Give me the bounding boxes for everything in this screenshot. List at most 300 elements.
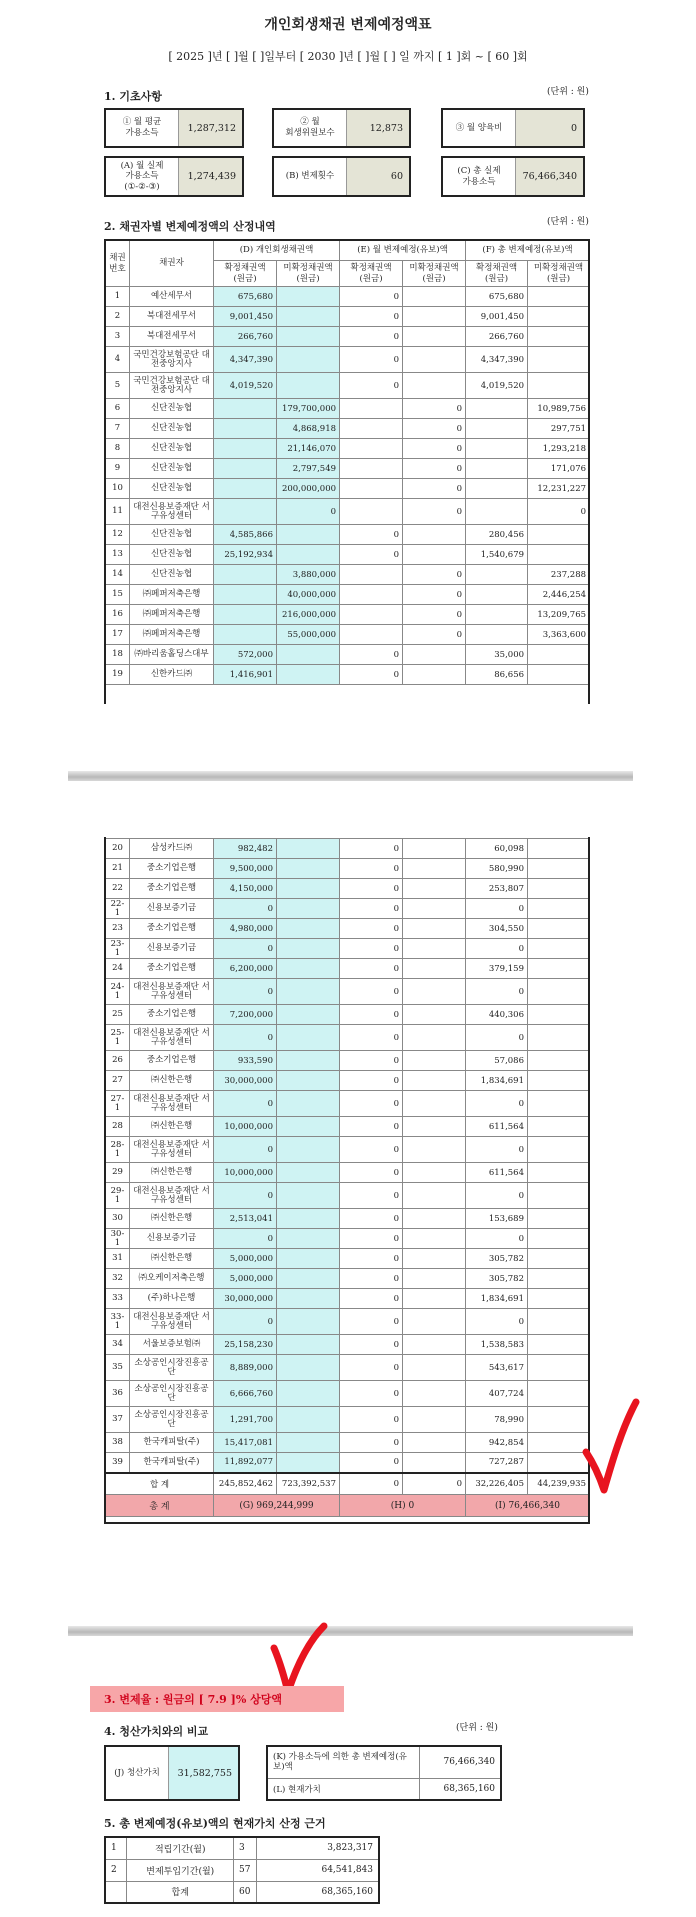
f-fixed: 440,306	[466, 1005, 528, 1025]
f-fixed: 675,680	[466, 287, 528, 307]
header-E-unfixed: 미확정채권액 (원금)	[403, 261, 466, 287]
d-fixed: 6,200,000	[214, 959, 277, 979]
table-row	[106, 1407, 590, 1433]
d-unfixed: 3,880,000	[277, 565, 340, 585]
claim-no: 38	[106, 1433, 130, 1453]
months: 3	[234, 1837, 256, 1859]
actual-income-value: 1,274,439	[178, 158, 242, 195]
f-unfixed	[528, 1091, 590, 1117]
f-unfixed	[528, 665, 590, 685]
f-unfixed	[528, 1051, 590, 1071]
period-label: 합계	[127, 1881, 234, 1903]
d-fixed: 0	[214, 1091, 277, 1117]
f-unfixed	[528, 899, 590, 919]
e-fixed: 0	[340, 1091, 403, 1117]
claim-no: 33-1	[106, 1309, 130, 1335]
f-fixed: 611,564	[466, 1117, 528, 1137]
e-unfixed	[403, 1025, 466, 1051]
f-fixed: 543,617	[466, 1355, 528, 1381]
claim-no: 28	[106, 1117, 130, 1137]
f-fixed: 153,689	[466, 1209, 528, 1229]
table-row	[106, 839, 590, 859]
months: 60	[234, 1881, 256, 1903]
e-fixed: 0	[340, 1025, 403, 1051]
e-fixed: 0	[340, 1209, 403, 1229]
e-unfixed	[403, 1335, 466, 1355]
f-unfixed	[528, 525, 590, 545]
f-fixed: 1,540,679	[466, 545, 528, 565]
f-unfixed	[528, 1209, 590, 1229]
d-fixed: 8,889,000	[214, 1355, 277, 1381]
table-row	[106, 1309, 590, 1335]
claim-no: 28-1	[106, 1137, 130, 1163]
row-no: 2	[105, 1859, 127, 1881]
f-fixed: 304,550	[466, 919, 528, 939]
e-unfixed	[403, 665, 466, 685]
e-fixed: 0	[340, 287, 403, 307]
table-row	[106, 1051, 590, 1071]
e-unfixed	[403, 1381, 466, 1407]
d-fixed: 0	[214, 1183, 277, 1209]
e-unfixed	[403, 1071, 466, 1091]
claim-no: 6	[106, 399, 130, 419]
claim-no: 26	[106, 1051, 130, 1071]
claims-table-part-1	[105, 240, 590, 685]
f-fixed: 266,760	[466, 327, 528, 347]
child-support-value: 0	[515, 110, 583, 146]
l-value: 68,365,160	[419, 1778, 501, 1800]
unit-label-1: (단위 : 원)	[547, 87, 589, 97]
e-unfixed	[403, 373, 466, 399]
e-fixed: 0	[340, 839, 403, 859]
claim-no: 24-1	[106, 979, 130, 1005]
e-unfixed	[403, 1183, 466, 1209]
f-fixed: 0	[466, 899, 528, 919]
e-unfixed	[403, 1209, 466, 1229]
e-fixed	[340, 479, 403, 499]
avg-income-value: 1,287,312	[178, 110, 242, 146]
child-support-label: ③ 월 양육비	[455, 122, 503, 133]
f-unfixed: 12,231,227	[528, 479, 590, 499]
d-fixed: 0	[214, 1137, 277, 1163]
creditor-name: ㈜신한은행	[130, 1249, 214, 1269]
claim-no: 5	[106, 373, 130, 399]
d-fixed: 10,000,000	[214, 1117, 277, 1137]
f-fixed	[466, 499, 528, 525]
d-fixed: 675,680	[214, 287, 277, 307]
table-row	[106, 625, 590, 645]
creditor-name: 신단진농협	[130, 419, 214, 439]
table-row	[106, 1005, 590, 1025]
unit-label-2: (단위 : 원)	[547, 217, 589, 227]
creditor-name: 대전신용보증재단 서구유성센터	[130, 1137, 214, 1163]
d-unfixed: 40,000,000	[277, 585, 340, 605]
f-fixed: 1,834,691	[466, 1289, 528, 1309]
f-unfixed	[528, 645, 590, 665]
creditor-name: 소상공인시장진흥공단	[130, 1381, 214, 1407]
d-fixed: 982,482	[214, 839, 277, 859]
table-row	[105, 1859, 379, 1881]
table-row	[106, 525, 590, 545]
table-row	[106, 327, 590, 347]
e-unfixed	[403, 1005, 466, 1025]
creditor-name: 중소기업은행	[130, 879, 214, 899]
d-unfixed	[277, 879, 340, 899]
d-fixed	[214, 459, 277, 479]
d-unfixed	[277, 1289, 340, 1309]
d-fixed	[214, 565, 277, 585]
e-unfixed	[403, 1433, 466, 1453]
creditor-name: ㈜신한은행	[130, 1163, 214, 1183]
f-fixed: 0	[466, 1025, 528, 1051]
d-unfixed	[277, 1025, 340, 1051]
d-unfixed: 179,700,000	[277, 399, 340, 419]
claim-no: 36	[106, 1381, 130, 1407]
f-fixed: 78,990	[466, 1407, 528, 1433]
d-unfixed: 4,868,918	[277, 419, 340, 439]
d-fixed: 1,416,901	[214, 665, 277, 685]
e-fixed	[340, 499, 403, 525]
e-fixed: 0	[340, 1335, 403, 1355]
claim-no: 22	[106, 879, 130, 899]
row-no	[105, 1881, 127, 1903]
period-label: 적립기간(월)	[127, 1837, 234, 1859]
table-row	[106, 1183, 590, 1209]
e-unfixed	[403, 979, 466, 1005]
d-unfixed	[277, 1163, 340, 1183]
d-fixed	[214, 499, 277, 525]
d-unfixed	[277, 1005, 340, 1025]
e-fixed: 0	[340, 1453, 403, 1473]
creditor-name: 서울보증보험㈜	[130, 1335, 214, 1355]
f-fixed: 580,990	[466, 859, 528, 879]
total-income-value: 76,466,340	[515, 158, 583, 195]
claim-no: 2	[106, 307, 130, 327]
d-unfixed	[277, 1407, 340, 1433]
table-row	[106, 879, 590, 899]
creditor-name: ㈜페퍼저축은행	[130, 605, 214, 625]
e-unfixed	[403, 287, 466, 307]
e-unfixed: 0	[403, 499, 466, 525]
table-row	[106, 1249, 590, 1269]
f-fixed: 57,086	[466, 1051, 528, 1071]
f-unfixed: 1,293,218	[528, 439, 590, 459]
d-fixed: 0	[214, 1309, 277, 1335]
claim-no: 37	[106, 1407, 130, 1433]
d-fixed: 572,000	[214, 645, 277, 665]
d-unfixed	[277, 979, 340, 1005]
table-row	[106, 1269, 590, 1289]
e-fixed: 0	[340, 899, 403, 919]
creditor-name: 대전신용보증재단 서구유성센터	[130, 1183, 214, 1209]
claim-no: 8	[106, 439, 130, 459]
d-fixed: 25,158,230	[214, 1335, 277, 1355]
table-row	[106, 605, 590, 625]
table-row	[106, 1289, 590, 1309]
claim-no: 27	[106, 1071, 130, 1091]
e-unfixed	[403, 1309, 466, 1335]
f-fixed	[466, 399, 528, 419]
d-fixed: 9,001,450	[214, 307, 277, 327]
e-unfixed	[403, 645, 466, 665]
d-unfixed	[277, 919, 340, 939]
d-fixed: 0	[214, 979, 277, 1005]
creditor-name: 한국캐피탈(주)	[130, 1433, 214, 1453]
table-row	[106, 565, 590, 585]
table-row	[106, 1335, 590, 1355]
header-E-fixed: 확정채권액 (원금)	[340, 261, 403, 287]
f-unfixed	[528, 287, 590, 307]
f-fixed	[466, 585, 528, 605]
table-row	[105, 1837, 379, 1859]
claim-no: 25	[106, 1005, 130, 1025]
child-support-box	[441, 108, 585, 148]
e-fixed	[340, 625, 403, 645]
creditor-name: 북대전세무서	[130, 327, 214, 347]
table-row	[106, 1381, 590, 1407]
e-fixed: 0	[340, 1407, 403, 1433]
grand-total-I: (I) 76,466,340	[466, 1495, 590, 1517]
f-unfixed: 171,076	[528, 459, 590, 479]
e-unfixed	[403, 1249, 466, 1269]
amount: 64,541,843	[256, 1859, 379, 1881]
table-row	[106, 1433, 590, 1453]
e-fixed: 0	[340, 1229, 403, 1249]
table-row	[106, 499, 590, 525]
d-unfixed	[277, 839, 340, 859]
f-unfixed: 13,209,765	[528, 605, 590, 625]
d-fixed: 15,417,081	[214, 1433, 277, 1453]
e-unfixed	[403, 859, 466, 879]
e-unfixed	[403, 1137, 466, 1163]
claims-table-part-2	[105, 838, 590, 1517]
period-label: 변제투입기간(월)	[127, 1859, 234, 1881]
claim-no: 35	[106, 1355, 130, 1381]
claim-no: 23	[106, 919, 130, 939]
e-unfixed	[403, 959, 466, 979]
creditor-name: 대전신용보증재단 서구유성센터	[130, 979, 214, 1005]
e-unfixed	[403, 1091, 466, 1117]
trustee-fee-label: ② 월 회생위원보수	[285, 117, 335, 138]
f-unfixed: 2,446,254	[528, 585, 590, 605]
creditor-name: ㈜신한은행	[130, 1209, 214, 1229]
table-row	[106, 287, 590, 307]
e-fixed: 0	[340, 859, 403, 879]
e-unfixed: 0	[403, 625, 466, 645]
creditor-name: 대전신용보증재단 서구유성센터	[130, 1309, 214, 1335]
f-fixed: 0	[466, 939, 528, 959]
table-row	[106, 1025, 590, 1051]
d-fixed: 30,000,000	[214, 1289, 277, 1309]
e-fixed: 0	[340, 879, 403, 899]
e-unfixed	[403, 1117, 466, 1137]
creditor-name: 대전신용보증재단 서구유성센터	[130, 1091, 214, 1117]
e-fixed: 0	[340, 1005, 403, 1025]
e-fixed: 0	[340, 1355, 403, 1381]
total-income-box	[441, 156, 585, 197]
d-unfixed	[277, 1433, 340, 1453]
creditor-name: ㈜페퍼저축은행	[130, 585, 214, 605]
liquidation-value-box	[104, 1745, 240, 1801]
f-unfixed: 3,363,600	[528, 625, 590, 645]
section-5-heading: 5. 총 변제예정(유보)액의 현재가치 산정 근거	[104, 1817, 326, 1830]
creditor-name: 신용보증기금	[130, 939, 214, 959]
total-d-unfixed: 723,392,537	[277, 1473, 340, 1495]
creditor-name: 신단진농협	[130, 545, 214, 565]
f-unfixed	[528, 919, 590, 939]
total-f-fixed: 32,226,405	[466, 1473, 528, 1495]
trustee-fee-value: 12,873	[346, 110, 409, 146]
d-fixed	[214, 399, 277, 419]
table-row	[106, 1355, 590, 1381]
f-fixed: 0	[466, 1229, 528, 1249]
d-fixed	[214, 625, 277, 645]
f-fixed	[466, 565, 528, 585]
header-D: (D) 개인회생채권액	[214, 241, 340, 261]
creditor-name: 소상공인시장진흥공단	[130, 1407, 214, 1433]
d-fixed: 7,200,000	[214, 1005, 277, 1025]
e-fixed	[340, 605, 403, 625]
f-fixed: 0	[466, 979, 528, 1005]
claim-no: 21	[106, 859, 130, 879]
e-fixed: 0	[340, 1051, 403, 1071]
f-fixed	[466, 625, 528, 645]
d-unfixed	[277, 525, 340, 545]
creditor-name: 신용보증기금	[130, 899, 214, 919]
creditor-name: 신단진농협	[130, 565, 214, 585]
e-unfixed: 0	[403, 479, 466, 499]
d-unfixed	[277, 1117, 340, 1137]
f-unfixed: 237,288	[528, 565, 590, 585]
claim-no: 22-1	[106, 899, 130, 919]
e-unfixed	[403, 879, 466, 899]
d-unfixed	[277, 1183, 340, 1209]
grand-total-label: 총 계	[106, 1495, 214, 1517]
e-fixed: 0	[340, 665, 403, 685]
header-F: (F) 총 변제예정(유보)액	[466, 241, 590, 261]
claim-no: 33	[106, 1289, 130, 1309]
claim-no: 34	[106, 1335, 130, 1355]
section-1-heading: 1. 기초사항	[104, 90, 162, 103]
f-unfixed	[528, 939, 590, 959]
amount: 68,365,160	[256, 1881, 379, 1903]
grand-total-row	[106, 1495, 590, 1517]
grand-total-H: (H) 0	[340, 1495, 466, 1517]
claim-no: 30-1	[106, 1229, 130, 1249]
section-4-heading: 4. 청산가치와의 비교	[104, 1725, 209, 1738]
claim-no: 9	[106, 459, 130, 479]
f-unfixed	[528, 1229, 590, 1249]
liquidation-value: 31,582,755	[168, 1747, 238, 1799]
f-unfixed	[528, 1289, 590, 1309]
creditor-name: 신단진농협	[130, 479, 214, 499]
header-creditor: 채권자	[130, 241, 214, 287]
table-row	[106, 919, 590, 939]
e-unfixed	[403, 939, 466, 959]
creditor-name: 신단진농협	[130, 439, 214, 459]
e-unfixed	[403, 327, 466, 347]
e-unfixed	[403, 1289, 466, 1309]
claim-no: 16	[106, 605, 130, 625]
page-separator-1	[68, 771, 633, 781]
d-unfixed	[277, 307, 340, 327]
table-row	[106, 959, 590, 979]
e-fixed: 0	[340, 373, 403, 399]
d-fixed: 266,760	[214, 327, 277, 347]
e-fixed: 0	[340, 1433, 403, 1453]
row-no: 1	[105, 1837, 127, 1859]
creditor-name: ㈜페퍼저축은행	[130, 625, 214, 645]
d-unfixed	[277, 373, 340, 399]
creditor-name: 신단진농협	[130, 525, 214, 545]
d-unfixed	[277, 1335, 340, 1355]
check-mark-icon	[268, 1622, 328, 1696]
check-mark-icon	[580, 1398, 640, 1494]
claim-no: 10	[106, 479, 130, 499]
d-fixed: 5,000,000	[214, 1249, 277, 1269]
e-unfixed	[403, 1355, 466, 1381]
e-unfixed	[403, 525, 466, 545]
f-fixed: 407,724	[466, 1381, 528, 1407]
avg-income-label: ① 월 평균 가용소득	[122, 117, 162, 138]
e-fixed: 0	[340, 939, 403, 959]
f-unfixed	[528, 1137, 590, 1163]
d-fixed: 10,000,000	[214, 1163, 277, 1183]
d-unfixed	[277, 1209, 340, 1229]
e-unfixed: 0	[403, 419, 466, 439]
table-row	[106, 1163, 590, 1183]
e-fixed: 0	[340, 979, 403, 1005]
f-unfixed: 10,989,756	[528, 399, 590, 419]
claim-no: 31	[106, 1249, 130, 1269]
d-fixed	[214, 439, 277, 459]
e-unfixed	[403, 1407, 466, 1433]
e-unfixed	[403, 1269, 466, 1289]
e-fixed: 0	[340, 347, 403, 373]
table-row	[106, 419, 590, 439]
e-fixed: 0	[340, 1163, 403, 1183]
d-unfixed: 216,000,000	[277, 605, 340, 625]
table-row	[106, 1209, 590, 1229]
e-unfixed: 0	[403, 585, 466, 605]
f-unfixed	[528, 979, 590, 1005]
payment-count-value: 60	[346, 158, 409, 195]
table-row	[106, 545, 590, 565]
creditor-name: 대전신용보증재단 서구유성센터	[130, 499, 214, 525]
claim-no: 19	[106, 665, 130, 685]
creditor-name: 신단진농협	[130, 459, 214, 479]
f-fixed: 0	[466, 1183, 528, 1209]
f-fixed: 942,854	[466, 1433, 528, 1453]
d-unfixed	[277, 1051, 340, 1071]
header-D-unfixed: 미확정채권액 (원금)	[277, 261, 340, 287]
f-fixed	[466, 419, 528, 439]
d-unfixed	[277, 1137, 340, 1163]
d-unfixed	[277, 1381, 340, 1407]
e-fixed: 0	[340, 1071, 403, 1091]
creditor-name: 중소기업은행	[130, 1005, 214, 1025]
e-unfixed	[403, 545, 466, 565]
payment-count-box	[272, 156, 411, 197]
total-row	[106, 1473, 590, 1495]
f-unfixed	[528, 959, 590, 979]
unit-label-4: (단위 : 원)	[456, 1723, 498, 1733]
f-unfixed	[528, 1005, 590, 1025]
d-fixed: 11,892,077	[214, 1453, 277, 1473]
claim-no: 11	[106, 499, 130, 525]
table-row	[106, 399, 590, 419]
f-fixed: 1,538,583	[466, 1335, 528, 1355]
